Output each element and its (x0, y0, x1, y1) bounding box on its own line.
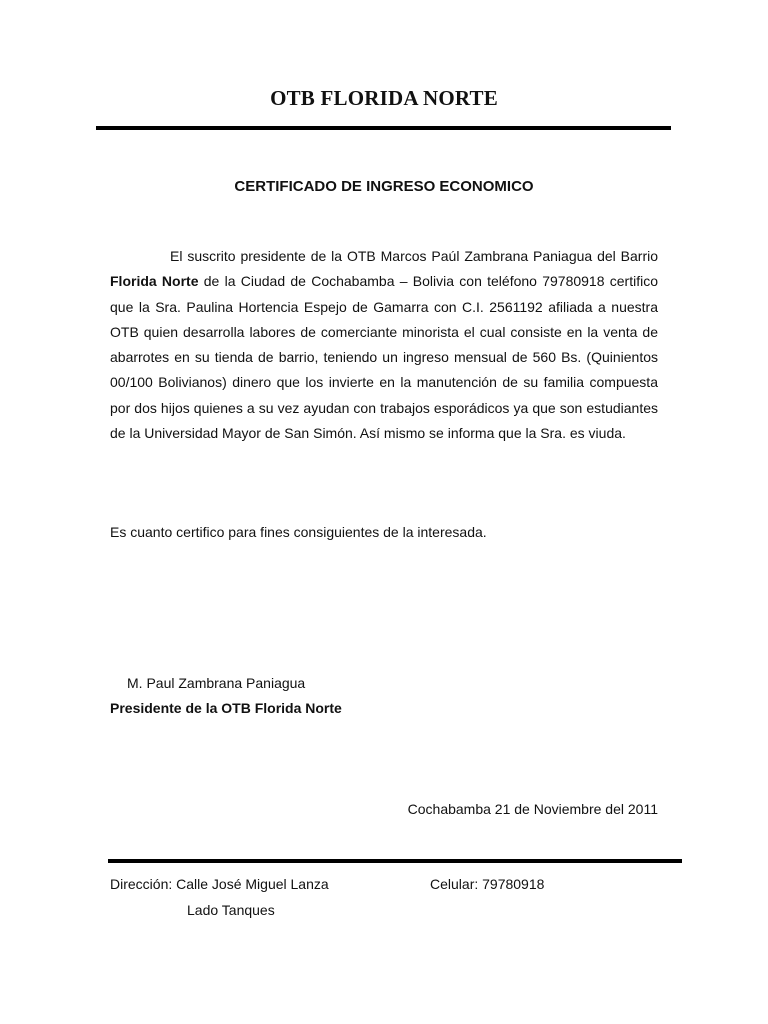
footer-address: Dirección: Calle José Miguel Lanza (110, 876, 329, 892)
place-and-date: Cochabamba 21 de Noviembre del 2011 (407, 801, 658, 817)
header-divider (96, 126, 671, 130)
body-text-part1: El suscrito presidente de la OTB Marcos Paúl Zambrana Paniagua del Barrio (170, 248, 658, 264)
document-title: CERTIFICADO DE INGRESO ECONOMICO (234, 178, 534, 195)
signatory-role: Presidente de la OTB Florida Norte (110, 700, 342, 716)
certificate-body (110, 244, 658, 446)
organization-title: OTB FLORIDA NORTE (270, 86, 498, 110)
footer-phone: Celular: 79780918 (430, 876, 545, 892)
body-text-part2: de la Ciudad de Cochabamba – Bolivia con teléfono 79780918 certifico que la Sra. Paulina Hortencia Espejo de Gamarra con C.I. 2561192 afiliada a nuestra OTB quien desarrolla labores de comerciante minorista el cual consiste en la venta de abarrotes en su tienda de barrio, teniendo un ingreso mensual de 560 Bs. (Quinientos 00/100 Bolivianos) dinero que los invierte en la manutención de su familia compuesta por dos hijos quienes a su vez ayudan con trabajos esporádicos ya que son estudiantes de la Universidad Mayor de San Simón. Así mismo se informa que la Sra. es viuda. (110, 273, 658, 442)
signatory-name: M. Paul Zambrana Paniagua (127, 675, 306, 691)
footer-address-line2: Lado Tanques (187, 902, 275, 918)
body-bold-phrase: Florida Norte (110, 273, 199, 290)
closing-statement: Es cuanto certifico para fines consiguientes de la interesada. (110, 524, 487, 540)
footer-divider (108, 859, 682, 863)
